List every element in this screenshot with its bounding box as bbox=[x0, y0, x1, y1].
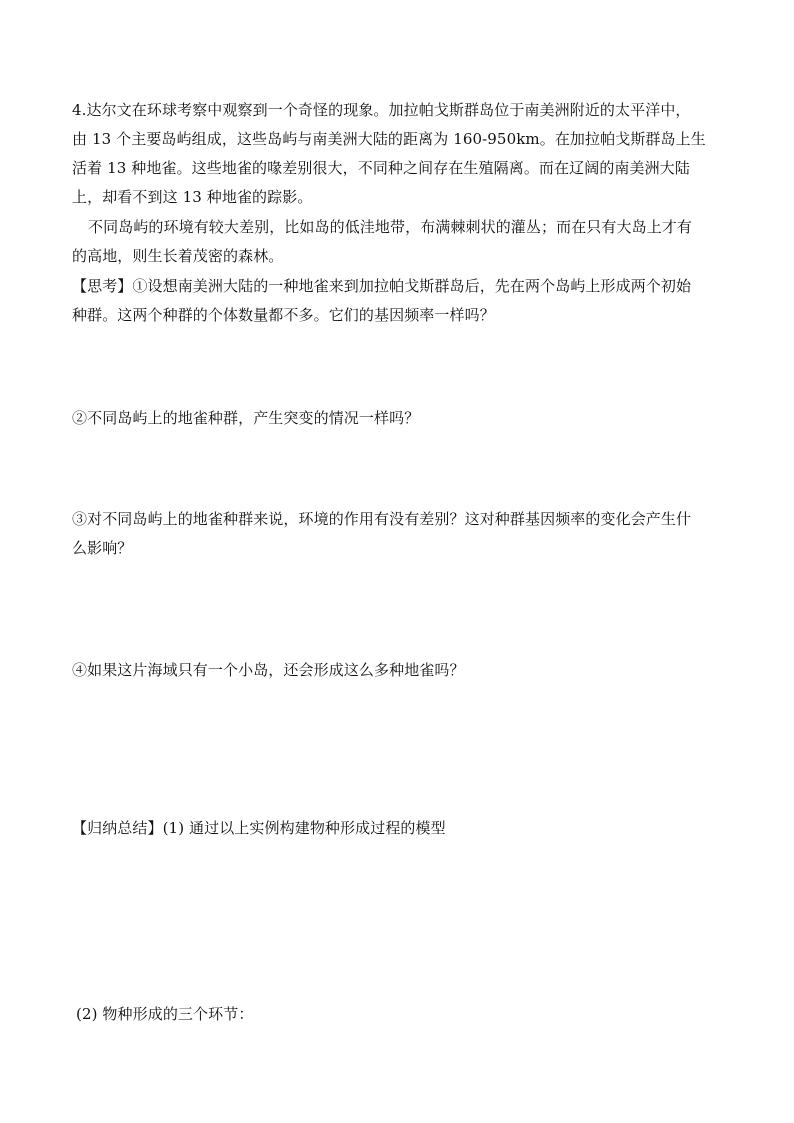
paragraph-4-line-2: 由 13 个主要岛屿组成，这些岛屿与南美洲大陆的距离为 160-950km。在加拉帕戈斯群岛上生 bbox=[72, 130, 706, 148]
paragraph-4-line-4: 上，却看不到这 13 种地雀的踪影。 bbox=[72, 188, 313, 206]
question-3-line-1: ③对不同岛屿上的地雀种群来说，环境的作用有没有差别？这对种群基因频率的变化会产生什 bbox=[72, 510, 692, 528]
paragraph-4-line-3: 活着 13 种地雀。这些地雀的喙差别很大，不同种之间存在生殖隔离。而在辽阔的南美洲大陆 bbox=[72, 159, 690, 177]
summary-part-2: (2) 物种形成的三个环节： bbox=[76, 1005, 254, 1023]
paragraph-4-line-1: 4.达尔文在环球考察中观察到一个奇怪的现象。加拉帕戈斯群岛位于南美洲附近的太平洋中， bbox=[72, 101, 691, 119]
summary-title: 【归纳总结】(1) 通过以上实例构建物种形成过程的模型 bbox=[72, 819, 446, 837]
thinking-question-line-2: 种群。这两个种群的个体数量都不多。它们的基因频率一样吗？ bbox=[72, 306, 495, 324]
question-4: ④如果这片海域只有一个小岛，还会形成这么多种地雀吗？ bbox=[72, 661, 465, 679]
question-2: ②不同岛屿上的地雀种群，产生突变的情况一样吗？ bbox=[72, 409, 420, 427]
thinking-question-line-1: 【思考】①设想南美洲大陆的一种地雀来到加拉帕戈斯群岛后，先在两个岛屿上形成两个初始 bbox=[72, 277, 692, 295]
paragraph-environment-line-2: 的高地，则生长着茂密的森林。 bbox=[72, 247, 284, 265]
question-3-line-2: 么影响？ bbox=[72, 539, 133, 557]
paragraph-environment-line-1: 不同岛屿的环境有较大差别，比如岛的低洼地带，布满棘刺状的灌丛；而在只有大岛上才有 bbox=[88, 218, 693, 236]
